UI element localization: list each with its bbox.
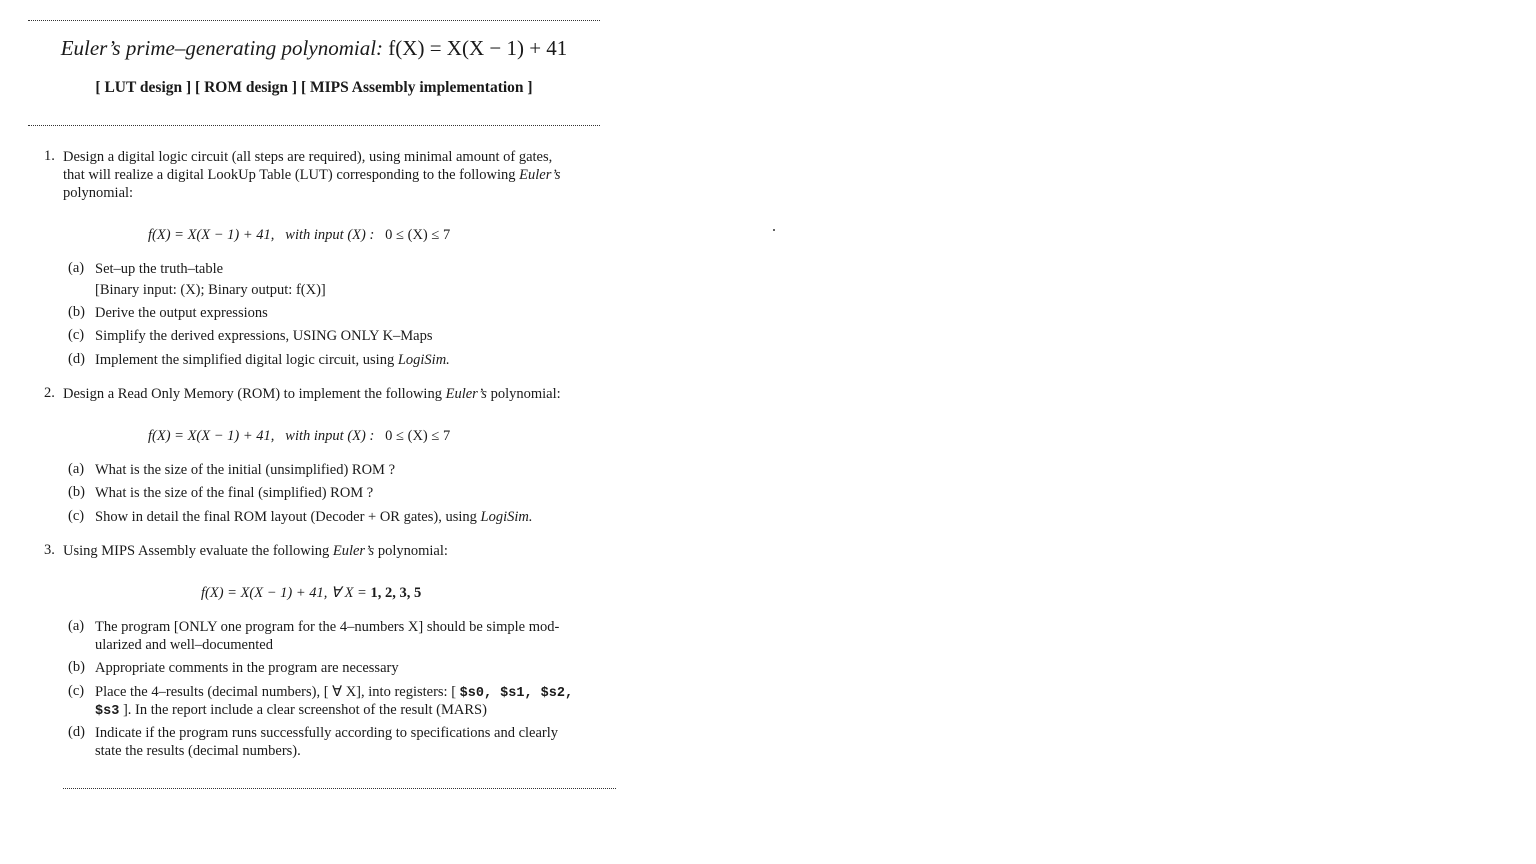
title-formula: f(X) = X(X − 1) + 41 bbox=[388, 36, 568, 60]
q3c-registers: $s0, $s1, $s2, bbox=[459, 686, 574, 701]
q2-line bbox=[63, 385, 561, 403]
q2-line-post: polynomial: bbox=[486, 386, 561, 402]
q1d-text bbox=[95, 351, 450, 369]
q3c-text2-main: ]. In the report include a clear screenshot of the result (MARS) bbox=[119, 702, 487, 718]
q3-eq-values: 1, 2, 3, 5 bbox=[370, 585, 422, 601]
q1a-text: Set–up the truth–table bbox=[95, 261, 224, 277]
q1d-text-main: Implement the simplified digital logic circuit, using bbox=[95, 352, 398, 368]
q1-line3: polynomial: bbox=[63, 185, 134, 201]
q3a-text: The program [ONLY one program for the 4–numbers X] should be simple mod- bbox=[95, 619, 560, 635]
q3b-text: Appropriate comments in the program are necessary bbox=[95, 660, 399, 676]
q3d-label: (d) bbox=[68, 724, 85, 740]
q2c-text-main: Show in detail the final ROM layout (Decoder + OR gates), using bbox=[95, 509, 481, 525]
q1-equation bbox=[148, 227, 450, 244]
q3-line-post: polynomial: bbox=[374, 543, 448, 559]
q2b-text: What is the size of the final (simplified) ROM ? bbox=[95, 485, 374, 501]
q2c-label: (c) bbox=[68, 508, 85, 524]
q1d-text-emph: LogiSim. bbox=[397, 352, 450, 368]
q1a-label: (a) bbox=[68, 260, 85, 276]
q3-number: 3. bbox=[44, 542, 55, 558]
q2-number: 2. bbox=[44, 385, 55, 401]
q2-eq-range: 0 ≤ (X) ≤ 7 bbox=[385, 428, 451, 444]
q3a-text2: ularized and well–documented bbox=[95, 637, 273, 653]
q2b-label: (b) bbox=[68, 484, 85, 500]
page-title bbox=[28, 36, 600, 61]
q2c-text bbox=[95, 508, 532, 526]
q2-line-emph: Euler’s bbox=[445, 386, 487, 402]
top-dotted-rule bbox=[28, 20, 600, 21]
q1c-label: (c) bbox=[68, 327, 85, 343]
q2-line-pre: Design a Read Only Memory (ROM) to implement the following bbox=[63, 386, 446, 402]
q1b-text: Derive the output expressions bbox=[95, 305, 268, 321]
q1c-text: Simplify the derived expressions, USING ONLY K–Maps bbox=[95, 328, 433, 344]
q1-eq-range: 0 ≤ (X) ≤ 7 bbox=[385, 227, 451, 243]
title-text: Euler’s prime–generating polynomial: bbox=[60, 36, 389, 60]
q3c-text2 bbox=[95, 701, 487, 721]
q2-equation bbox=[148, 428, 450, 445]
q1-line2-emph: Euler’s bbox=[519, 167, 561, 183]
q1b-label: (b) bbox=[68, 304, 85, 320]
q1-line1: Design a digital logic circuit (all steps are required), using minimal amount of gates, bbox=[63, 149, 553, 165]
bottom-dotted-rule bbox=[63, 788, 616, 789]
q2a-label: (a) bbox=[68, 461, 85, 477]
q3-line-pre: Using MIPS Assembly evaluate the following bbox=[63, 543, 333, 559]
q3c-label: (c) bbox=[68, 683, 85, 699]
q2-eq-with: with input (X) : bbox=[285, 428, 375, 444]
q1a-text2: [Binary input: (X); Binary output: f(X)] bbox=[95, 282, 326, 298]
q1-number: 1. bbox=[44, 148, 55, 164]
q3-eq-formula: f(X) = X(X − 1) + 41, ∀ X = bbox=[201, 585, 371, 601]
q1-eq-with: with input (X) : bbox=[285, 227, 375, 243]
q3d-text: Indicate if the program runs successfully according to specifications and clearly bbox=[95, 725, 559, 741]
q1-line2-text: that will realize a digital LookUp Table (LUT) corresponding to the following bbox=[63, 167, 520, 183]
stray-dot bbox=[773, 229, 775, 231]
q3c-register-s3: $s3 bbox=[95, 704, 120, 719]
section-links: [ LUT design ] [ ROM design ] [ MIPS Assembly implementation ] bbox=[95, 79, 533, 96]
q1d-label: (d) bbox=[68, 351, 85, 367]
q3-equation bbox=[201, 585, 421, 602]
q1-eq-formula: f(X) = X(X − 1) + 41, bbox=[148, 227, 275, 243]
q2a-text: What is the size of the initial (unsimplified) ROM ? bbox=[95, 462, 396, 478]
q2-eq-formula: f(X) = X(X − 1) + 41, bbox=[148, 428, 275, 444]
q3c-text bbox=[95, 683, 573, 703]
header-dotted-rule bbox=[28, 125, 600, 126]
q2c-text-emph: LogiSim. bbox=[480, 509, 533, 525]
q3-line-emph: Euler’s bbox=[332, 543, 375, 559]
q3b-label: (b) bbox=[68, 659, 85, 675]
q3d-text2: state the results (decimal numbers). bbox=[95, 743, 301, 759]
q3-line bbox=[63, 542, 448, 560]
q3c-text-main: Place the 4–results (decimal numbers), [ ∀ X], into registers: [ bbox=[95, 684, 460, 700]
q1-line2 bbox=[63, 166, 561, 184]
q3a-label: (a) bbox=[68, 618, 85, 634]
